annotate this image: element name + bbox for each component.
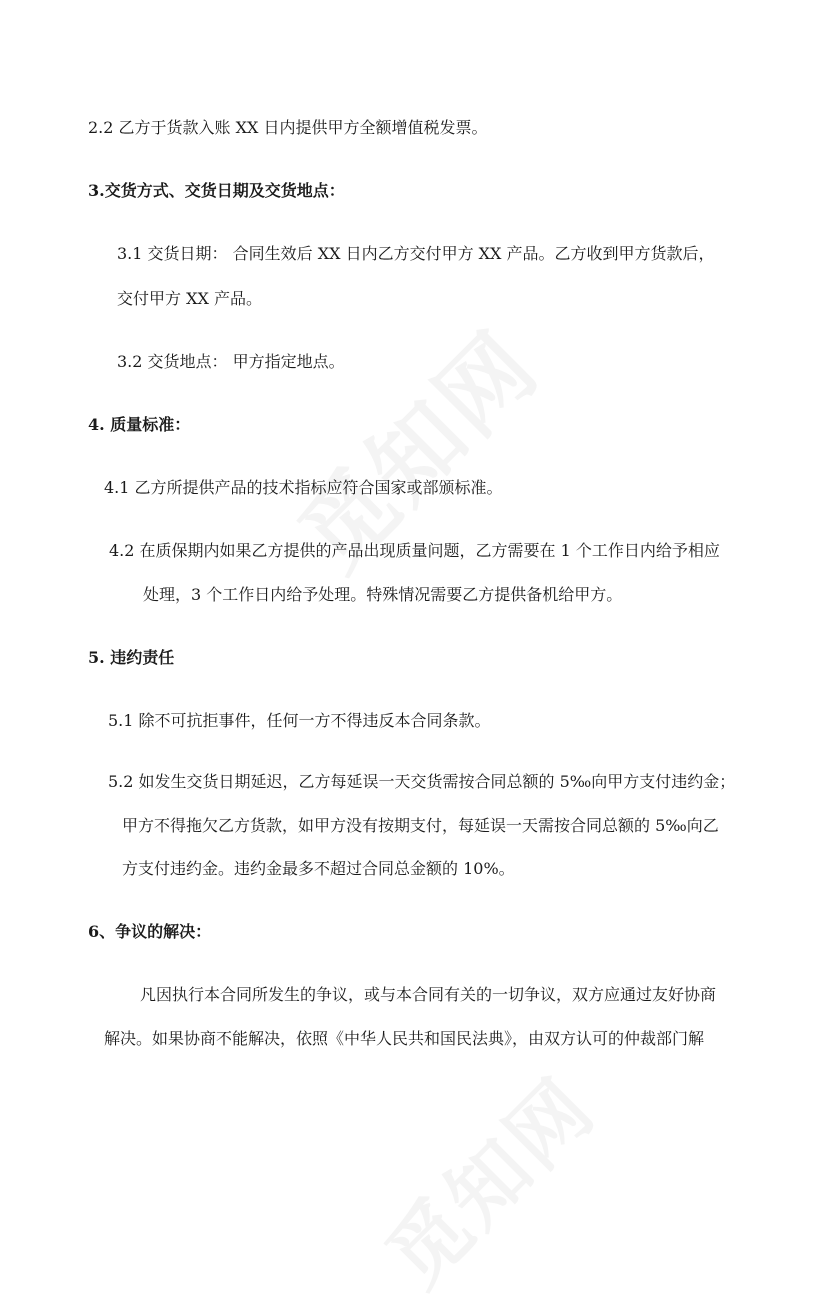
section-3-heading: 3.交货方式、交货日期及交货地点： bbox=[88, 181, 345, 200]
clause-4-2-cont: 处理，3 个工作日内给予处理。特殊情况需要乙方提供备机给甲方。 bbox=[143, 585, 623, 604]
clause-2-2: 2.2 乙方于货款入账 XX 日内提供甲方全额增值税发票。 bbox=[88, 118, 488, 137]
clause-3-2: 3.2 交货地点： 甲方指定地点。 bbox=[117, 352, 345, 371]
clause-5-1: 5.1 除不可抗拒事件，任何一方不得违反本合同条款。 bbox=[108, 711, 491, 730]
clause-6-para: 凡因执行本合同所发生的争议，或与本合同有关的一切争议，双方应通过友好协商 bbox=[140, 985, 717, 1004]
clause-5-2-cont-1: 甲方不得拖欠乙方货款，如甲方没有按期支付，每延误一天需按合同总额的 5‰向乙 bbox=[122, 816, 719, 835]
clause-5-2-cont-2: 方支付违约金。违约金最多不超过合同总金额的 10%。 bbox=[122, 859, 515, 878]
section-6-heading: 6、争议的解决： bbox=[88, 922, 212, 941]
section-4-heading: 4. 质量标准： bbox=[88, 415, 191, 434]
clause-5-2: 5.2 如发生交货日期延迟，乙方每延误一天交货需按合同总额的 5‰向甲方支付违约金； bbox=[108, 772, 736, 791]
clause-6-para-cont: 解决。如果协商不能解决，依照《中华人民共和国民法典》，由双方认可的仲裁部门解 bbox=[104, 1029, 705, 1048]
clause-3-1: 3.1 交货日期： 合同生效后 XX 日内乙方交付甲方 XX 产品。乙方收到甲方货款后， bbox=[117, 244, 715, 263]
clause-3-1-cont: 交付甲方 XX 产品。 bbox=[117, 289, 262, 308]
clause-4-1: 4.1 乙方所提供产品的技术指标应符合国家或部颁标准。 bbox=[104, 478, 503, 497]
watermark-bottom bbox=[356, 1048, 616, 1307]
clause-4-2: 4.2 在质保期内如果乙方提供的产品出现质量问题，乙方需要在 1 个工作日内给予相应 bbox=[109, 541, 720, 560]
section-5-heading: 5. 违约责任 bbox=[88, 648, 175, 667]
